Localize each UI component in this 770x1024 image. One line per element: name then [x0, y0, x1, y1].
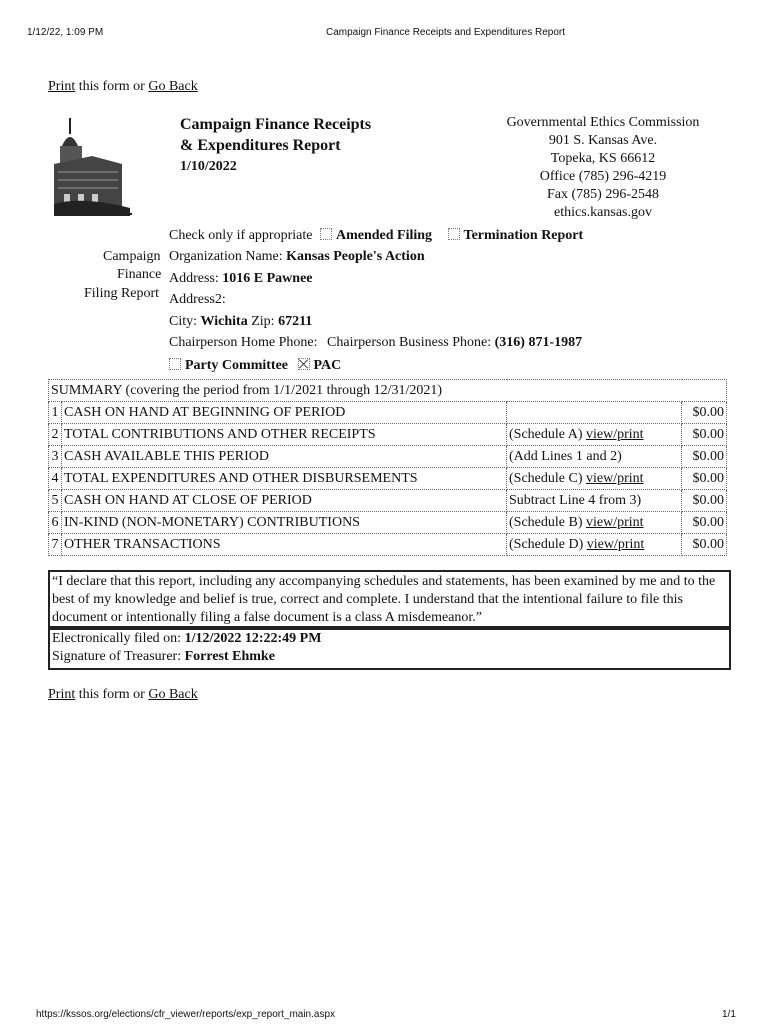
- schedule-text: (Schedule B): [509, 514, 586, 530]
- kansas-capitol-seal-icon: [52, 116, 132, 216]
- report-title-line2: & Expenditures Report: [180, 137, 341, 154]
- table-row: [49, 512, 727, 534]
- row-number: 7: [49, 534, 62, 556]
- org-value: Kansas People's Action: [286, 249, 425, 264]
- report-date: 1/10/2022: [180, 159, 237, 174]
- commission-city: Topeka, KS 66612: [550, 151, 656, 166]
- row-label: TOTAL EXPENDITURES AND OTHER DISBURSEMENTS: [62, 468, 507, 490]
- amended-checkbox[interactable]: [320, 228, 332, 240]
- row-label: OTHER TRANSACTIONS: [62, 534, 507, 556]
- nav-separator-bottom: this form or: [75, 687, 149, 702]
- business-phone-value: (316) 871-1987: [494, 335, 583, 350]
- row-amount: $0.00: [682, 490, 727, 512]
- row-label: IN-KIND (NON-MONETARY) CONTRIBUTIONS: [62, 512, 507, 534]
- side-label-finance: Finance: [117, 267, 162, 282]
- row-amount: $0.00: [682, 402, 727, 424]
- check-label: Check only if appropriate: [169, 228, 313, 243]
- city-value: Wichita: [200, 314, 248, 329]
- go-back-link-bottom[interactable]: Go Back: [148, 687, 198, 702]
- termination-label: Termination Report: [463, 228, 584, 243]
- table-row: [49, 424, 727, 446]
- print-page-title: Campaign Finance Receipts and Expenditures Report: [326, 27, 566, 38]
- commission-street: 901 S. Kansas Ave.: [548, 133, 658, 148]
- table-row: [49, 534, 727, 556]
- commission-office: Office (785) 296-4219: [539, 169, 667, 184]
- termination-checkbox[interactable]: [448, 228, 460, 240]
- phone-row: [169, 335, 582, 351]
- report-title-line1: Campaign Finance Receipts: [180, 116, 372, 133]
- pac-label: PAC: [313, 358, 342, 373]
- table-row: [49, 402, 727, 424]
- commission-name: Governmental Ethics Commission: [506, 115, 700, 130]
- org-label: Organization Name:: [169, 249, 283, 264]
- pac-checkbox[interactable]: [298, 358, 310, 370]
- nav-separator: this form or: [75, 79, 149, 94]
- schedule-text: Subtract Line 4 from 3): [509, 492, 642, 508]
- table-row: [49, 490, 727, 512]
- party-committee-label: Party Committee: [185, 358, 289, 373]
- party-committee-checkbox[interactable]: [169, 358, 181, 370]
- committee-row: [169, 358, 341, 374]
- address2-label: Address2:: [169, 292, 226, 307]
- summary-table: [48, 379, 727, 556]
- row-amount: $0.00: [682, 534, 727, 556]
- schedule-b-view-print-link[interactable]: view/print: [585, 514, 644, 530]
- row-number: 4: [49, 468, 62, 490]
- schedule-text: (Schedule A): [509, 426, 586, 442]
- print-footer-page: 1/1: [722, 1009, 736, 1020]
- zip-value: 67211: [278, 314, 313, 329]
- city-label: City:: [169, 314, 198, 329]
- commission-info: [478, 114, 728, 222]
- summary-heading-row: [49, 380, 727, 402]
- row-amount: $0.00: [682, 468, 727, 490]
- print-footer-url: https://kssos.org/elections/cfr_viewer/reports/exp_report_main.aspx: [36, 1009, 336, 1020]
- schedule-a-view-print-link[interactable]: view/print: [585, 426, 644, 442]
- filed-value: 1/12/2022 12:22:49 PM: [184, 631, 322, 646]
- row-number: 6: [49, 512, 62, 534]
- city-row: [169, 314, 312, 330]
- schedule-text: (Schedule D): [509, 536, 587, 552]
- filed-row: [52, 630, 727, 648]
- row-number: 5: [49, 490, 62, 512]
- row-schedule: [507, 534, 682, 556]
- declaration-text: “I declare that this report, including any accompanying schedules and statements, has been examined by me and to the best of my knowledge and belief is true, correct and complete. I understand that the intentional failure to file this document or intentionally filing a false document is a class A misdemeanor.”: [48, 570, 731, 630]
- row-label: TOTAL CONTRIBUTIONS AND OTHER RECEIPTS: [62, 424, 507, 446]
- row-number: 1: [49, 402, 62, 424]
- print-datetime: 1/12/22, 1:09 PM: [27, 27, 104, 38]
- home-phone-label: Chairperson Home Phone:: [169, 335, 318, 350]
- schedule-text: (Add Lines 1 and 2): [509, 448, 622, 464]
- signature-value: Forrest Ehmke: [184, 649, 275, 664]
- signature-row: [52, 648, 727, 666]
- row-label: CASH ON HAND AT CLOSE OF PERIOD: [62, 490, 507, 512]
- filed-label: Electronically filed on:: [52, 631, 182, 646]
- signature-label: Signature of Treasurer:: [52, 649, 182, 664]
- table-row: [49, 468, 727, 490]
- row-label: CASH AVAILABLE THIS PERIOD: [62, 446, 507, 468]
- go-back-link[interactable]: Go Back: [148, 79, 198, 94]
- address-label: Address:: [169, 271, 219, 286]
- row-label: CASH ON HAND AT BEGINNING OF PERIOD: [62, 402, 507, 424]
- row-schedule: [507, 446, 682, 468]
- commission-fax: Fax (785) 296-2548: [547, 187, 659, 202]
- bottom-nav: [48, 687, 198, 703]
- row-amount: $0.00: [682, 446, 727, 468]
- schedule-c-view-print-link[interactable]: view/print: [585, 470, 644, 486]
- org-row: [169, 249, 425, 265]
- side-label-campaign: Campaign: [103, 249, 161, 264]
- zip-label: Zip:: [251, 314, 275, 329]
- schedule-text: (Schedule C): [509, 470, 586, 486]
- check-row: [169, 228, 583, 244]
- row-amount: $0.00: [682, 512, 727, 534]
- address-row: [169, 271, 313, 287]
- side-label-filing-report: Filing Report: [84, 286, 160, 301]
- row-number: 3: [49, 446, 62, 468]
- print-link[interactable]: Print: [48, 79, 76, 94]
- row-schedule: [507, 512, 682, 534]
- filing-info-box: [48, 626, 731, 670]
- row-amount: $0.00: [682, 424, 727, 446]
- row-schedule: [507, 402, 682, 424]
- row-number: 2: [49, 424, 62, 446]
- top-nav: [48, 79, 198, 95]
- table-row: [49, 446, 727, 468]
- print-link-bottom[interactable]: Print: [48, 687, 76, 702]
- schedule-d-view-print-link[interactable]: view/print: [586, 536, 645, 552]
- amended-label: Amended Filing: [335, 228, 433, 243]
- row-schedule: [507, 468, 682, 490]
- row-schedule: [507, 424, 682, 446]
- report-title: [180, 114, 371, 177]
- row-schedule: [507, 490, 682, 512]
- business-phone-label: Chairperson Business Phone:: [327, 335, 492, 350]
- summary-heading: SUMMARY (covering the period from 1/1/2021 through 12/31/2021): [49, 380, 727, 402]
- address-value: 1016 E Pawnee: [222, 271, 313, 286]
- commission-web: ethics.kansas.gov: [554, 205, 652, 220]
